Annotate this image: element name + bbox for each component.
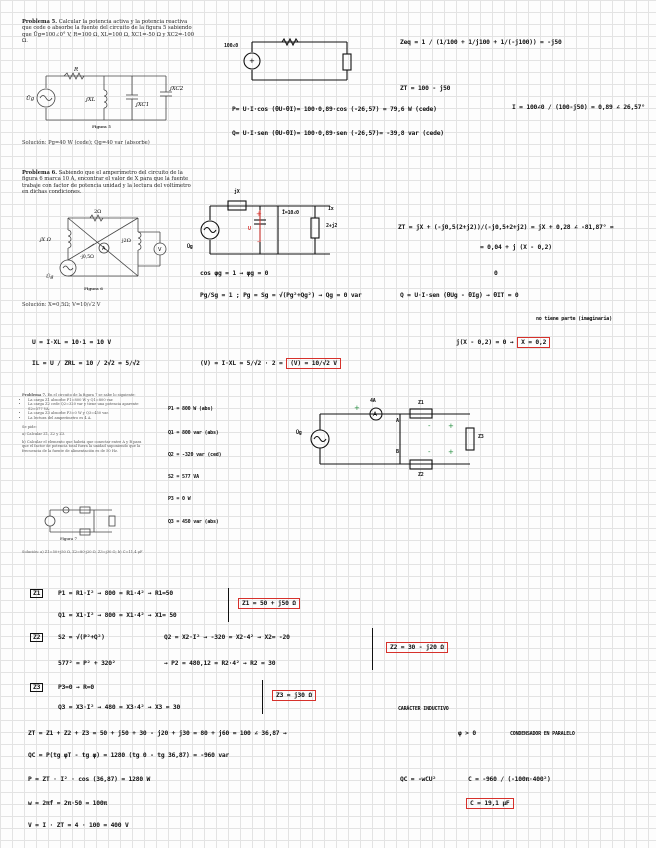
hw-p6-q-eq: Q = U·I·sen (θUg - θIg) → θIT = 0	[400, 292, 519, 299]
problem-7-title: Problema 7.	[22, 393, 47, 397]
hw-p6-zt: ZT = jX + (-j0,5(2+j2))/(-j0,5+2+j2) = jX + 0,28 ∠ -81,87° =	[398, 224, 614, 231]
hw-character: CARÁCTER INDUCTIVO	[398, 706, 449, 712]
hw-p7-ug-label: Ūg	[296, 430, 302, 436]
fig5-label-source: Ūg	[26, 96, 35, 102]
fig6-label-left: jX Ω	[40, 237, 51, 243]
fig6-ammeter: A	[102, 246, 106, 252]
hw-z1-result	[238, 600, 300, 607]
fig6-voltmeter: V	[158, 247, 162, 253]
hw-z2-line1a: S2 = √(P²+Q²)	[58, 634, 105, 641]
hw-p5-zeq: Zeq = 1 / (1/100 + 1/j100 + 1/(-j100)) = -j50	[400, 39, 562, 46]
hw-p6-v	[200, 360, 341, 367]
hw-p7-list-item: P3 = 0 W	[168, 496, 191, 502]
hw-p6-zt2: = 0,04 + j (X - 0,2)	[480, 244, 552, 251]
hw-p5-q: Q= U·I·sen (θU-θI)= 100·0,89·sen (-26,57)= -39,8 var (cede)	[232, 130, 444, 137]
hw-z2-tag-box: Z2	[30, 633, 43, 642]
hw-p6-u-label: U	[248, 226, 251, 232]
hw-p6-u: U = I·XL = 10·1 = 10 V	[32, 339, 112, 346]
hw-p7-list-item: Q3 = 450 var (abs)	[168, 519, 219, 525]
hw-p5-zt: ZT = 100 - j50	[400, 85, 451, 92]
hw-z2-line2a: 577² = P² + 320²	[58, 660, 116, 667]
hw-p7-circuit	[310, 402, 490, 476]
hw-z3-tag	[30, 684, 43, 691]
hw-p6-j-eq-text: j(X - 0,2) = 0 →	[456, 339, 514, 346]
hw-z2-brace	[372, 628, 373, 670]
hw-z3-brace	[262, 680, 263, 714]
hw-z2-tag	[30, 634, 43, 641]
hw-voltage: V = I · ZT = 4 · 100 = 400 V	[28, 822, 129, 829]
svg-text:-: -	[428, 448, 431, 456]
hw-p6-branch-label: 2+j2	[326, 223, 338, 229]
fig6-label-source: Ūg	[46, 274, 54, 280]
hw-z1-tag	[30, 590, 43, 597]
hw-p6-current-label: Ī=10∠0	[282, 210, 299, 216]
hw-condenser: CONDENSADOR EN PARALELO	[510, 731, 575, 737]
hw-p5-p: P= U·I·cos (θU-θI)= 100·0,89·cos (-26,57) = 79,6 W (cede)	[232, 106, 437, 113]
hw-p6-il: IL = U / ZRL = 10 / 2√2 = 5/√2	[32, 360, 140, 367]
hw-p6-cos: cos φg = 1 → φg = 0	[200, 270, 269, 277]
hw-p6-v-result: (V) = 10/√2 V	[286, 358, 341, 369]
problem-7-ask: Se pide:	[22, 424, 37, 429]
figure-7-caption: Figura 7	[60, 537, 78, 541]
hw-p7-list-item: Q1 = 800 var (abs)	[168, 430, 219, 436]
fig5-label-c1: jXC1	[136, 102, 150, 108]
fig5-label-r: R	[74, 67, 79, 73]
hw-p6-q-chain: Pg/Sg = 1 ; Pg = Sg = √(Pg²+Qg²) → Qg = 0 var	[200, 292, 362, 299]
problem-6-solution: Solución: X=0,5Ω; V=10/√2 V	[22, 302, 101, 308]
svg-text:+: +	[448, 448, 454, 456]
fig5-label-c2: jXC2	[170, 86, 184, 92]
fig6-label-right: j2Ω	[122, 238, 131, 244]
problem-7-bullets	[22, 398, 144, 421]
svg-text:+: +	[448, 422, 454, 430]
svg-text:-: -	[428, 422, 431, 430]
hw-p7-z1-label: Z1	[418, 400, 424, 406]
hw-z1-tag-box: Z1	[30, 589, 43, 598]
hw-p7-b-label: B	[396, 449, 399, 455]
problem-7-bullet: • La carga Z3 absorbe P3=0 W y Q3=450 var.	[28, 411, 144, 416]
problem-7-part-a: a) Calcular Z1, Z2 y Z3.	[22, 432, 66, 437]
hw-p6-jx-label: jX	[234, 189, 240, 195]
fig5-label-l: jXL	[86, 97, 96, 103]
problem-5-title: Problema 5.	[22, 19, 58, 25]
hw-z3-line2: Q3 = X3·I² → 480 = X3·4² → X3 = 30	[58, 704, 181, 711]
hw-p7-a-label: A	[396, 418, 399, 424]
problem-7-part-b: b) Calcular el elemento que habría que conectar entre A y B para que el factor de potencia total fuera la unidad suponiendo que la frecuencia de la fuente de alimentación es de 50 Hz.	[22, 439, 142, 453]
figure-6-caption: Figura 6	[84, 286, 103, 291]
problem-5-statement	[22, 19, 194, 44]
problem-7-intro: En el circuito de la figura 7 se sabe lo siguiente:	[47, 393, 136, 397]
hw-p5-source-label: 100∠0	[224, 43, 239, 49]
figure-5-circuit	[26, 66, 186, 128]
problem-7-bullet: • La lectura del amperímetro es 4 A.	[28, 416, 144, 421]
fig6-label-mid: -j0,5Ω	[80, 255, 94, 260]
svg-text:+: +	[354, 404, 360, 412]
hw-p6-ug-label: Ūg	[187, 244, 193, 250]
hw-p6-ix-label: Ix	[328, 206, 334, 212]
hw-omega: w = 2πf = 2π·50 = 100π	[28, 800, 108, 807]
hw-c-formula: C = -960 / (-100π·400²)	[468, 776, 551, 783]
hw-p7-list-item: S2 = 577 VA	[168, 474, 199, 480]
hw-p7-z3-label: Z3	[478, 434, 484, 440]
problem-7-bullet: • La carga Z2 cede Q2=320 var y tiene una potencia aparente S2=577 VA.	[28, 402, 144, 411]
hw-p7-z2-label: Z2	[418, 472, 424, 478]
hw-p7-current-label: 4A	[370, 398, 376, 404]
hw-phi: φ > 0	[458, 730, 476, 737]
hw-z2-line2b: → P2 = 480,12 = R2·4² → R2 = 30	[164, 660, 276, 667]
hw-c-result-box: C = 19,1 μF	[466, 798, 514, 809]
hw-p6-zero: 0	[494, 270, 498, 277]
hw-qc2: QC = -wCU²	[400, 776, 436, 783]
hw-p6-note: no tiene parte (imaginaria)	[536, 316, 612, 322]
figure-7-circuit	[42, 506, 122, 536]
hw-z3-result-box: Z3 = j30 Ω	[272, 690, 316, 701]
svg-text:-: -	[257, 238, 260, 246]
hw-z3-result	[272, 692, 316, 699]
hw-p6-v-text: (V) = I·XL = 5/√2 · 2 =	[200, 360, 287, 367]
hw-z3-line1: P3=0 → R=0	[58, 684, 94, 691]
hw-p-total: P = ZT · I² · cos (36,87) = 1280 W	[28, 776, 151, 783]
problem-6-text: Sabiendo que el amperímetro del circuito de la figura 6 marca 10 A, encontrar el valor de X para que la fuente trabaje con factor de potencia unidad y la lectura del voltímetro en dichas condiciones.	[22, 170, 191, 195]
problem-7-bullet: • La carga Z1 absorbe P1=800 W y Q1=800 var.	[28, 398, 144, 403]
problem-7-solution: Solución: a) Z1=50+j50 Ω, Z2=80-j20 Ω, Z3=j30 Ω; b) C=11,4 μF	[22, 550, 143, 554]
hw-p6-j-eq	[456, 339, 550, 346]
hw-z1-brace	[228, 588, 229, 622]
hw-p6-circuit	[200, 196, 345, 264]
hw-z2-line1b: Q2 = X2·I² → -320 = X2·4² → X2= -20	[164, 634, 290, 641]
fig6-label-top: 2Ω	[94, 209, 102, 215]
problem-6-statement	[22, 170, 194, 195]
hw-z2-result-box: Z2 = 30 - j20 Ω	[386, 642, 448, 653]
problem-6-title: Problema 6.	[22, 170, 58, 176]
svg-text:+: +	[256, 210, 262, 218]
svg-text:+: +	[249, 57, 255, 65]
hw-z1-result-box: Z1 = 50 + j50 Ω	[238, 598, 300, 609]
hw-p7-ammeter-label: A	[373, 411, 378, 418]
problem-5-text: Calcular la potencia activa y la potencia reactiva que cede o absorbe la fuente del circuito de la figura 5 sabiendo que Ūg=100∠0° V, R=100 Ω, XL=100 Ω, XC1=-50 Ω y XC2=-100 Ω.	[22, 19, 195, 44]
problem-5-solution: Solución: Pg=40 W (cede); Qg=40 var (absorbe)	[22, 140, 150, 146]
hw-zt-total: ZT = Z1 + Z2 + Z3 = 50 + j50 + 30 - j20 + j30 = 80 + j60 = 100 ∠ 36,87 →	[28, 730, 287, 737]
problem-7-statement	[22, 393, 144, 454]
hw-p6-x-result: X = 0,2	[517, 337, 550, 348]
hw-p7-list-item: P1 = 800 W (abs)	[168, 406, 213, 412]
hw-c-result	[466, 800, 514, 807]
hw-z2-result	[386, 644, 448, 651]
hw-p5-circuit	[242, 36, 362, 86]
hw-p7-list-item: Q2 = -320 var (ced)	[168, 452, 222, 458]
hw-qc: QC = P(tg φT - tg φ) = 1280 (tg 0 - tg 36,87) = -960 var	[28, 752, 230, 759]
hw-z1-line2: Q1 = X1·I² → 800 = X1·4² → X1= 50	[58, 612, 177, 619]
hw-p5-current: I = 100∠0 / (100-j50) = 0,89 ∠ 26,57°	[512, 104, 645, 111]
figure-5-caption: Figura 5	[92, 124, 111, 129]
figure-6-circuit	[38, 210, 168, 286]
hw-z1-line1: P1 = R1·I² → 800 = R1·4² → R1=50	[58, 590, 173, 597]
hw-z3-tag-box: Z3	[30, 683, 43, 692]
